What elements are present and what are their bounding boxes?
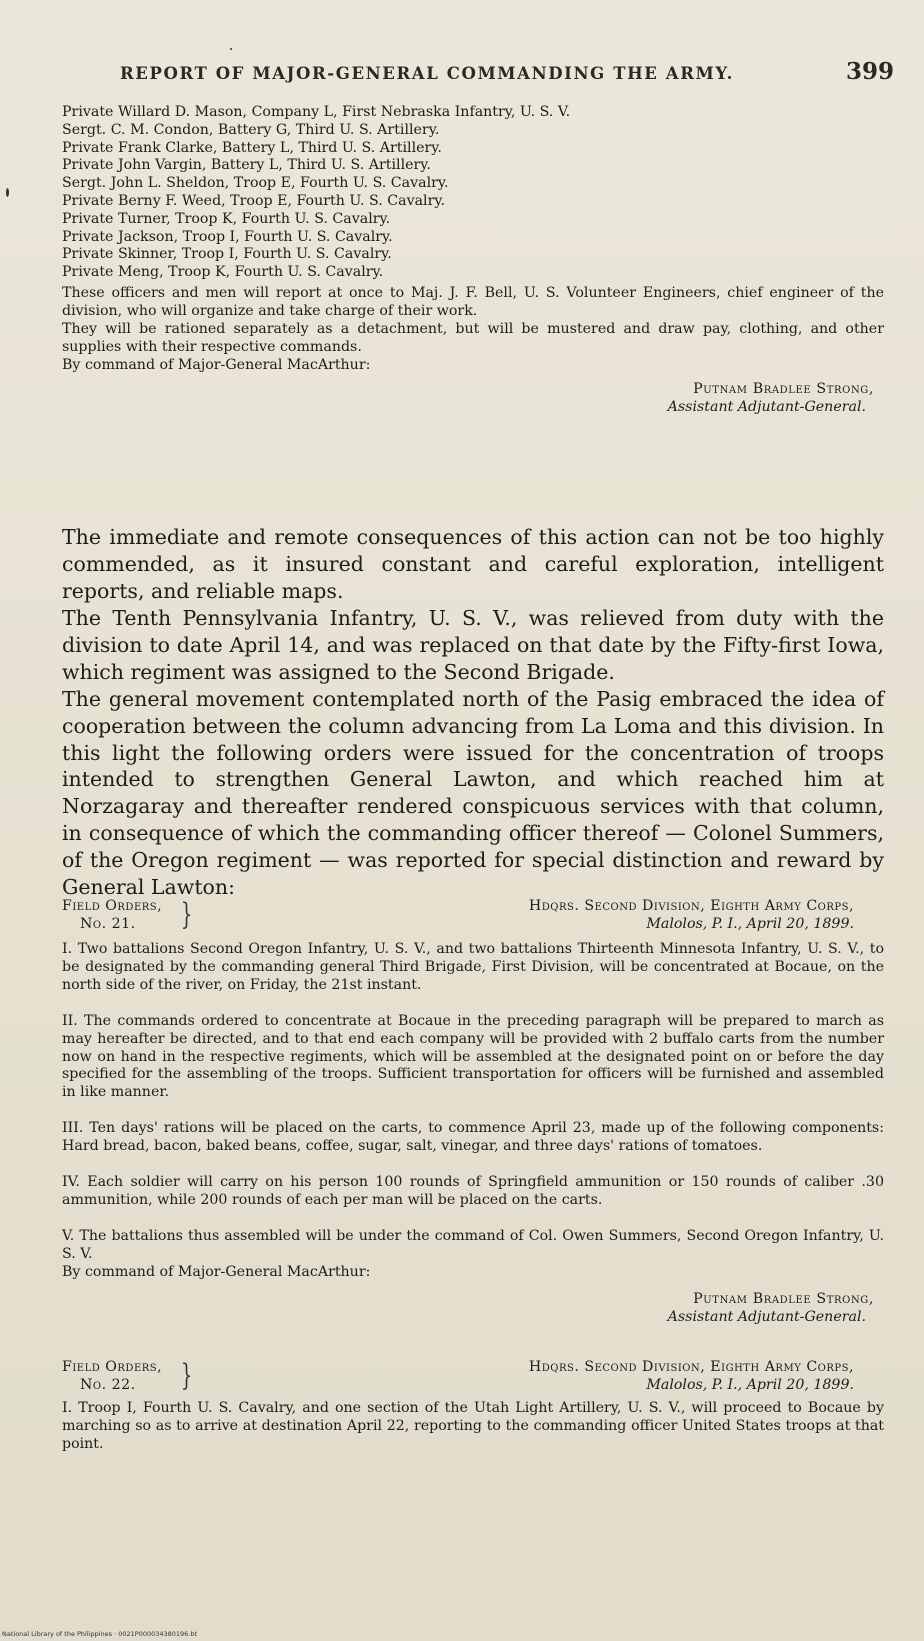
- field-orders-heading: [62, 898, 884, 938]
- brace-glyph: }: [180, 1358, 193, 1393]
- signature-rank: Assistant Adjutant-General.: [667, 398, 866, 415]
- signature-block: [668, 1291, 874, 1327]
- headquarters-line: Hdqrs. Second Division, Eighth Army Corps, Malolos, P. I., April 20, 1899.: [528, 1359, 854, 1393]
- roster-item: Sergt. C. M. Condon, Battery G, Third U. S. Artillery.: [62, 121, 440, 138]
- field-orders-number: No. 22.: [80, 1376, 136, 1393]
- body-paragraph: The Tenth Pennsylvania Infantry, U. S. V., was relieved from duty with the division to date April 14, and was replaced on that date by the Fifty-first Iowa, which regiment was assigned to the Second Brigade.: [62, 606, 884, 684]
- signature-block: [668, 381, 874, 417]
- roster-item: Private Skinner, Troop I, Fourth U. S. Cavalry.: [62, 246, 392, 263]
- signature-name: Putnam Bradlee Strong,: [693, 381, 874, 397]
- body-paragraph: The immediate and remote consequences of this action can not be too highly commended, as it insured constant and careful exploration, intelligent reports, and reliable maps.: [62, 525, 884, 603]
- scan-footer-note: National Library of the Philippines · 0021P000034380196.bt: [2, 1630, 198, 1638]
- dateline: Malolos, P. I., April 20, 1899.: [646, 915, 854, 932]
- signature-rank: Assistant Adjutant-General.: [667, 1308, 866, 1325]
- running-title: REPORT OF MAJOR-GENERAL COMMANDING THE ARMY.: [120, 64, 734, 83]
- roster-item: Sergt. John L. Sheldon, Troop E, Fourth U. S. Cavalry.: [62, 175, 449, 192]
- field-orders-label: Field Orders, No. 21.: [62, 898, 163, 932]
- order-item: I. Two battalions Second Oregon Infantry, U. S. V., and two battalions Thirteenth Minnesota Infantry, U. S. V., to be designated by the commanding general Third Brigade, First Division, will be concentrated at Bocaue, on the north side of the river, on Friday, the 21st instant.: [62, 941, 884, 993]
- field-orders-number: No. 21.: [80, 915, 136, 932]
- by-command-line: By command of Major-General MacArthur:: [62, 1264, 371, 1280]
- brace-glyph: }: [180, 897, 193, 932]
- by-command-line: By command of Major-General MacArthur:: [62, 357, 371, 373]
- order-item: IV. Each soldier will carry on his person 100 rounds of Springfield ammunition or 150 rounds of caliber .30 ammunition, while 200 rounds of each per man will be placed on the carts.: [62, 1174, 884, 1208]
- headquarters-line: Hdqrs. Second Division, Eighth Army Corps, Malolos, P. I., April 20, 1899.: [528, 898, 854, 932]
- order-item: I. Troop I, Fourth U. S. Cavalry, and one section of the Utah Light Artillery, U. S. V., will proceed to Bocaue by marching so as to arrive at destination April 22, reporting to the commanding officer United States troops at that point.: [62, 1400, 884, 1452]
- roster-item: Private Jackson, Troop I, Fourth U. S. Cavalry.: [62, 228, 393, 245]
- field-orders-label: Field Orders, No. 22.: [62, 1359, 163, 1393]
- order-item: II. The commands ordered to concentrate at Bocaue in the preceding paragraph will be prepared to march as may hereafter be directed, and to that end each company will be provided with 2 buffalo carts from the number now on hand in the respective regiments, which will be assembled at the designated point on or before the day specified for the assembling of the troops. Sufficient transportation for officers will be furnished and assembled in like manner.: [62, 1013, 884, 1101]
- roster-item: Private Berny F. Weed, Troop E, Fourth U. S. Cavalry.: [62, 192, 446, 209]
- scan-speck: [6, 188, 9, 197]
- order-paragraph: These officers and men will report at once to Maj. J. F. Bell, U. S. Volunteer Engineers, chief engineer of the division, who will organize and take charge of their work.: [62, 285, 884, 319]
- order-item: V. The battalions thus assembled will be under the command of Col. Owen Summers, Second Oregon Infantry, U. S. V.: [62, 1228, 884, 1262]
- roster-item: Private John Vargin, Battery L, Third U. S. Artillery.: [62, 157, 431, 174]
- order-item: III. Ten days' rations will be placed on the carts, to commence April 23, made up of the following components: Hard bread, bacon, baked beans, coffee, sugar, salt, vinegar, and three days' rations of tomatoes.: [62, 1120, 884, 1154]
- field-orders-heading: [62, 1359, 884, 1399]
- roster-item: Private Willard D. Mason, Company L, First Nebraska Infantry, U. S. V.: [62, 104, 571, 120]
- roster-item: Private Turner, Troop K, Fourth U. S. Cavalry.: [62, 210, 391, 227]
- scan-speck: [230, 48, 232, 50]
- dateline: Malolos, P. I., April 20, 1899.: [646, 1376, 854, 1393]
- roster-item: Private Meng, Troop K, Fourth U. S. Cavalry.: [62, 264, 384, 281]
- body-paragraph: The general movement contemplated north of the Pasig embraced the idea of cooperation between the column advancing from La Loma and this division. In this light the following orders were issued for the concentration of troops intended to strengthen General Lawton, and which reached him at Norzagaray and thereafter rendered conspicuous services with that column, in consequence of which the commanding officer thereof — Colonel Summers, of the Oregon regiment — was reported for special distinction and reward by General Lawton:: [62, 687, 884, 899]
- signature-name: Putnam Bradlee Strong,: [693, 1291, 874, 1307]
- order-paragraph: They will be rationed separately as a detachment, but will be mustered and draw pay, clothing, and other supplies with their respective commands.: [62, 321, 884, 355]
- roster-list: [62, 104, 884, 282]
- roster-item: Private Frank Clarke, Battery L, Third U. S. Artillery.: [62, 139, 442, 156]
- page-number: 399: [845, 58, 894, 85]
